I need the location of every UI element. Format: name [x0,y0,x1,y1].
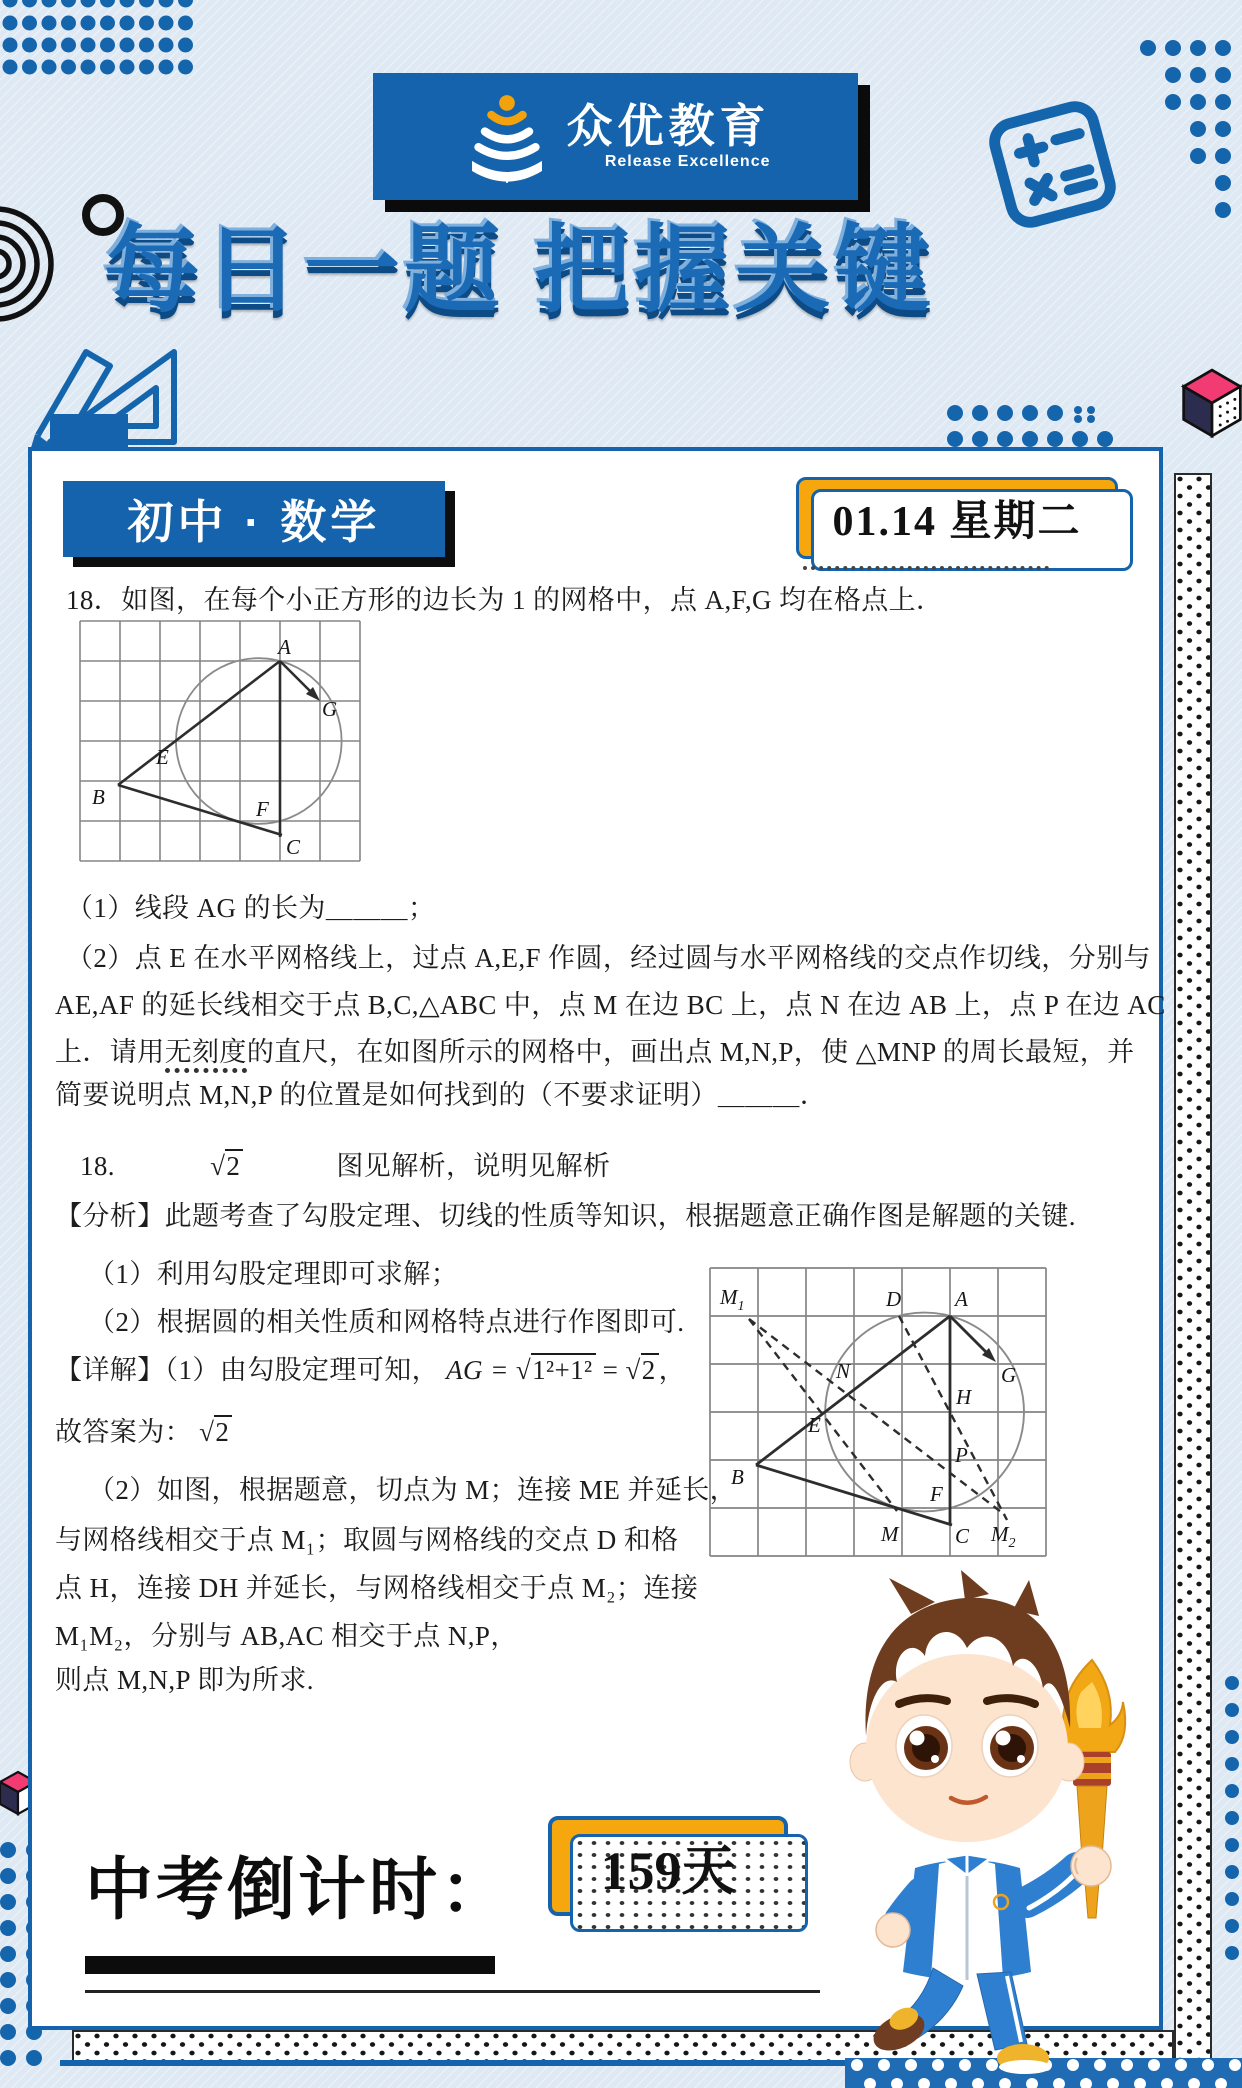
dots-staircase-top-right-icon [1140,38,1242,218]
label-C: C [286,835,301,859]
brand-header [373,73,858,200]
solution-step-1: （2）如图，根据题意，切点为 M；连接 ME 并延长， [88,1475,738,1505]
subject-badge-label: 初中 · 数学 [127,496,381,548]
sqrt-result: √2 [625,1353,658,1385]
label-M: M [881,1522,899,1546]
subject-badge [63,481,445,557]
question-2-line-3: 上．请用无刻度的直尺，在如图所示的网格中，画出点 M,N,P，使 △MNP 的周长最短，并 [55,1030,1135,1069]
conclusion-line: 故答案为： √2 [55,1410,232,1449]
date-badge-dotted-line [803,566,1049,570]
label-H: H [956,1385,972,1409]
solution-step-2: 与网格线相交于点 M₁；取圆与网格线的交点 D 和格 [55,1525,679,1555]
calculator-icon [980,92,1125,237]
label-F: F [256,797,269,821]
label-A: A [278,635,291,659]
answer-headline: 18. √2 图见解析，说明见解析 [80,1151,611,1181]
brand-slogan: Release Excellence [604,152,771,170]
countdown-badge [548,1816,788,1916]
sqrt-answer: √2 [199,1415,232,1447]
solution-step-3: 点 H，连接 DH 并延长，与网格线相交于点 M₂；连接 [55,1573,699,1603]
page-title: 每日一题 把握关键 [104,217,935,324]
question-2-line-1: （2）点 E 在水平网格线上，过点 A,E,F 作圆，经过圆与水平网格线的交点作切线，分别与 [66,943,1151,973]
label-B: B [92,785,105,809]
label-F: F [930,1482,943,1506]
corner-square-decoration [50,414,128,450]
label-D: D [886,1287,902,1311]
sqrt-2: √2 [210,1151,243,1181]
grid-lines [710,1268,1046,1556]
label-G: G [1001,1363,1017,1387]
analysis-line: 【分析】此题考查了勾股定理、切线的性质等知识，根据题意正确作图是解题的关键. [55,1201,1076,1231]
solution-step-5: 则点 M,N,P 即为所求. [55,1665,314,1695]
label-M2: $M_2$ [991,1522,1016,1551]
dots-column-right-edge-icon [1222,1675,1242,1975]
label-M1: $M_1$ [720,1285,745,1314]
analysis-point-2: （2）根据圆的相关性质和网格特点进行作图即可. [88,1307,685,1337]
label-N: N [836,1359,851,1383]
construction-lines [118,661,314,837]
auxiliary-dashed-lines [749,1316,1007,1520]
detail-formula-line: 【详解】（1）由勾股定理可知， AG = √1²+1² = √2 ， [55,1355,686,1385]
label-A: A [955,1287,968,1311]
date-badge [796,477,1118,559]
mascot-boy-icon [815,1570,1135,2085]
label-C: C [955,1524,970,1548]
cube-pink-icon [1180,366,1242,440]
countdown-underline-bar [85,1956,495,1974]
emphasized-text: 无刻度 [165,1037,247,1073]
solution-step-4: M₁M₂，分别与 AB,AC 相交于点 N,P， [55,1621,518,1651]
brand-name: 众优教育 [566,99,771,152]
grid-lines [80,621,360,861]
question-2-line-2: AE,AF 的延长线相交于点 B,C,△ABC 中，点 M 在边 BC 上，点 N 在边 AB 上，点 P 在边 AC [55,990,1166,1020]
countdown-days: 159天 [600,1840,736,1901]
date-badge-label: 01.14 星期二 [832,499,1082,545]
dotted-shadow-right [1174,473,1212,2062]
problem-line-1: 18．如图，在每个小正方形的边长为 1 的网格中，点 A,F,G 均在格点上． [66,585,944,615]
countdown-label: 中考倒计时： [85,1852,512,1928]
label-E: E [156,745,169,769]
countdown-underline-thin [85,1990,820,1993]
problem-diagram [66,616,376,874]
analysis-point-1: （1）利用勾股定理即可求解； [88,1259,459,1289]
brand-logo-book-icon [461,91,553,183]
label-B: B [731,1465,744,1489]
label-E: E [808,1413,821,1437]
question-2-line-4: 简要说明点 M,N,P 的位置是如何找到的（不要求证明）＿＿＿． [55,1080,828,1110]
label-P: P [955,1443,968,1467]
question-1: （1）线段 AG 的长为＿＿＿； [66,893,436,923]
label-G: G [322,697,338,721]
solution-diagram [698,1258,1066,1570]
dots-rows-middle-right-icon [945,403,1125,451]
dots-grid-top-left-icon [0,0,200,76]
sqrt-expression: √1²+1² [516,1353,596,1385]
